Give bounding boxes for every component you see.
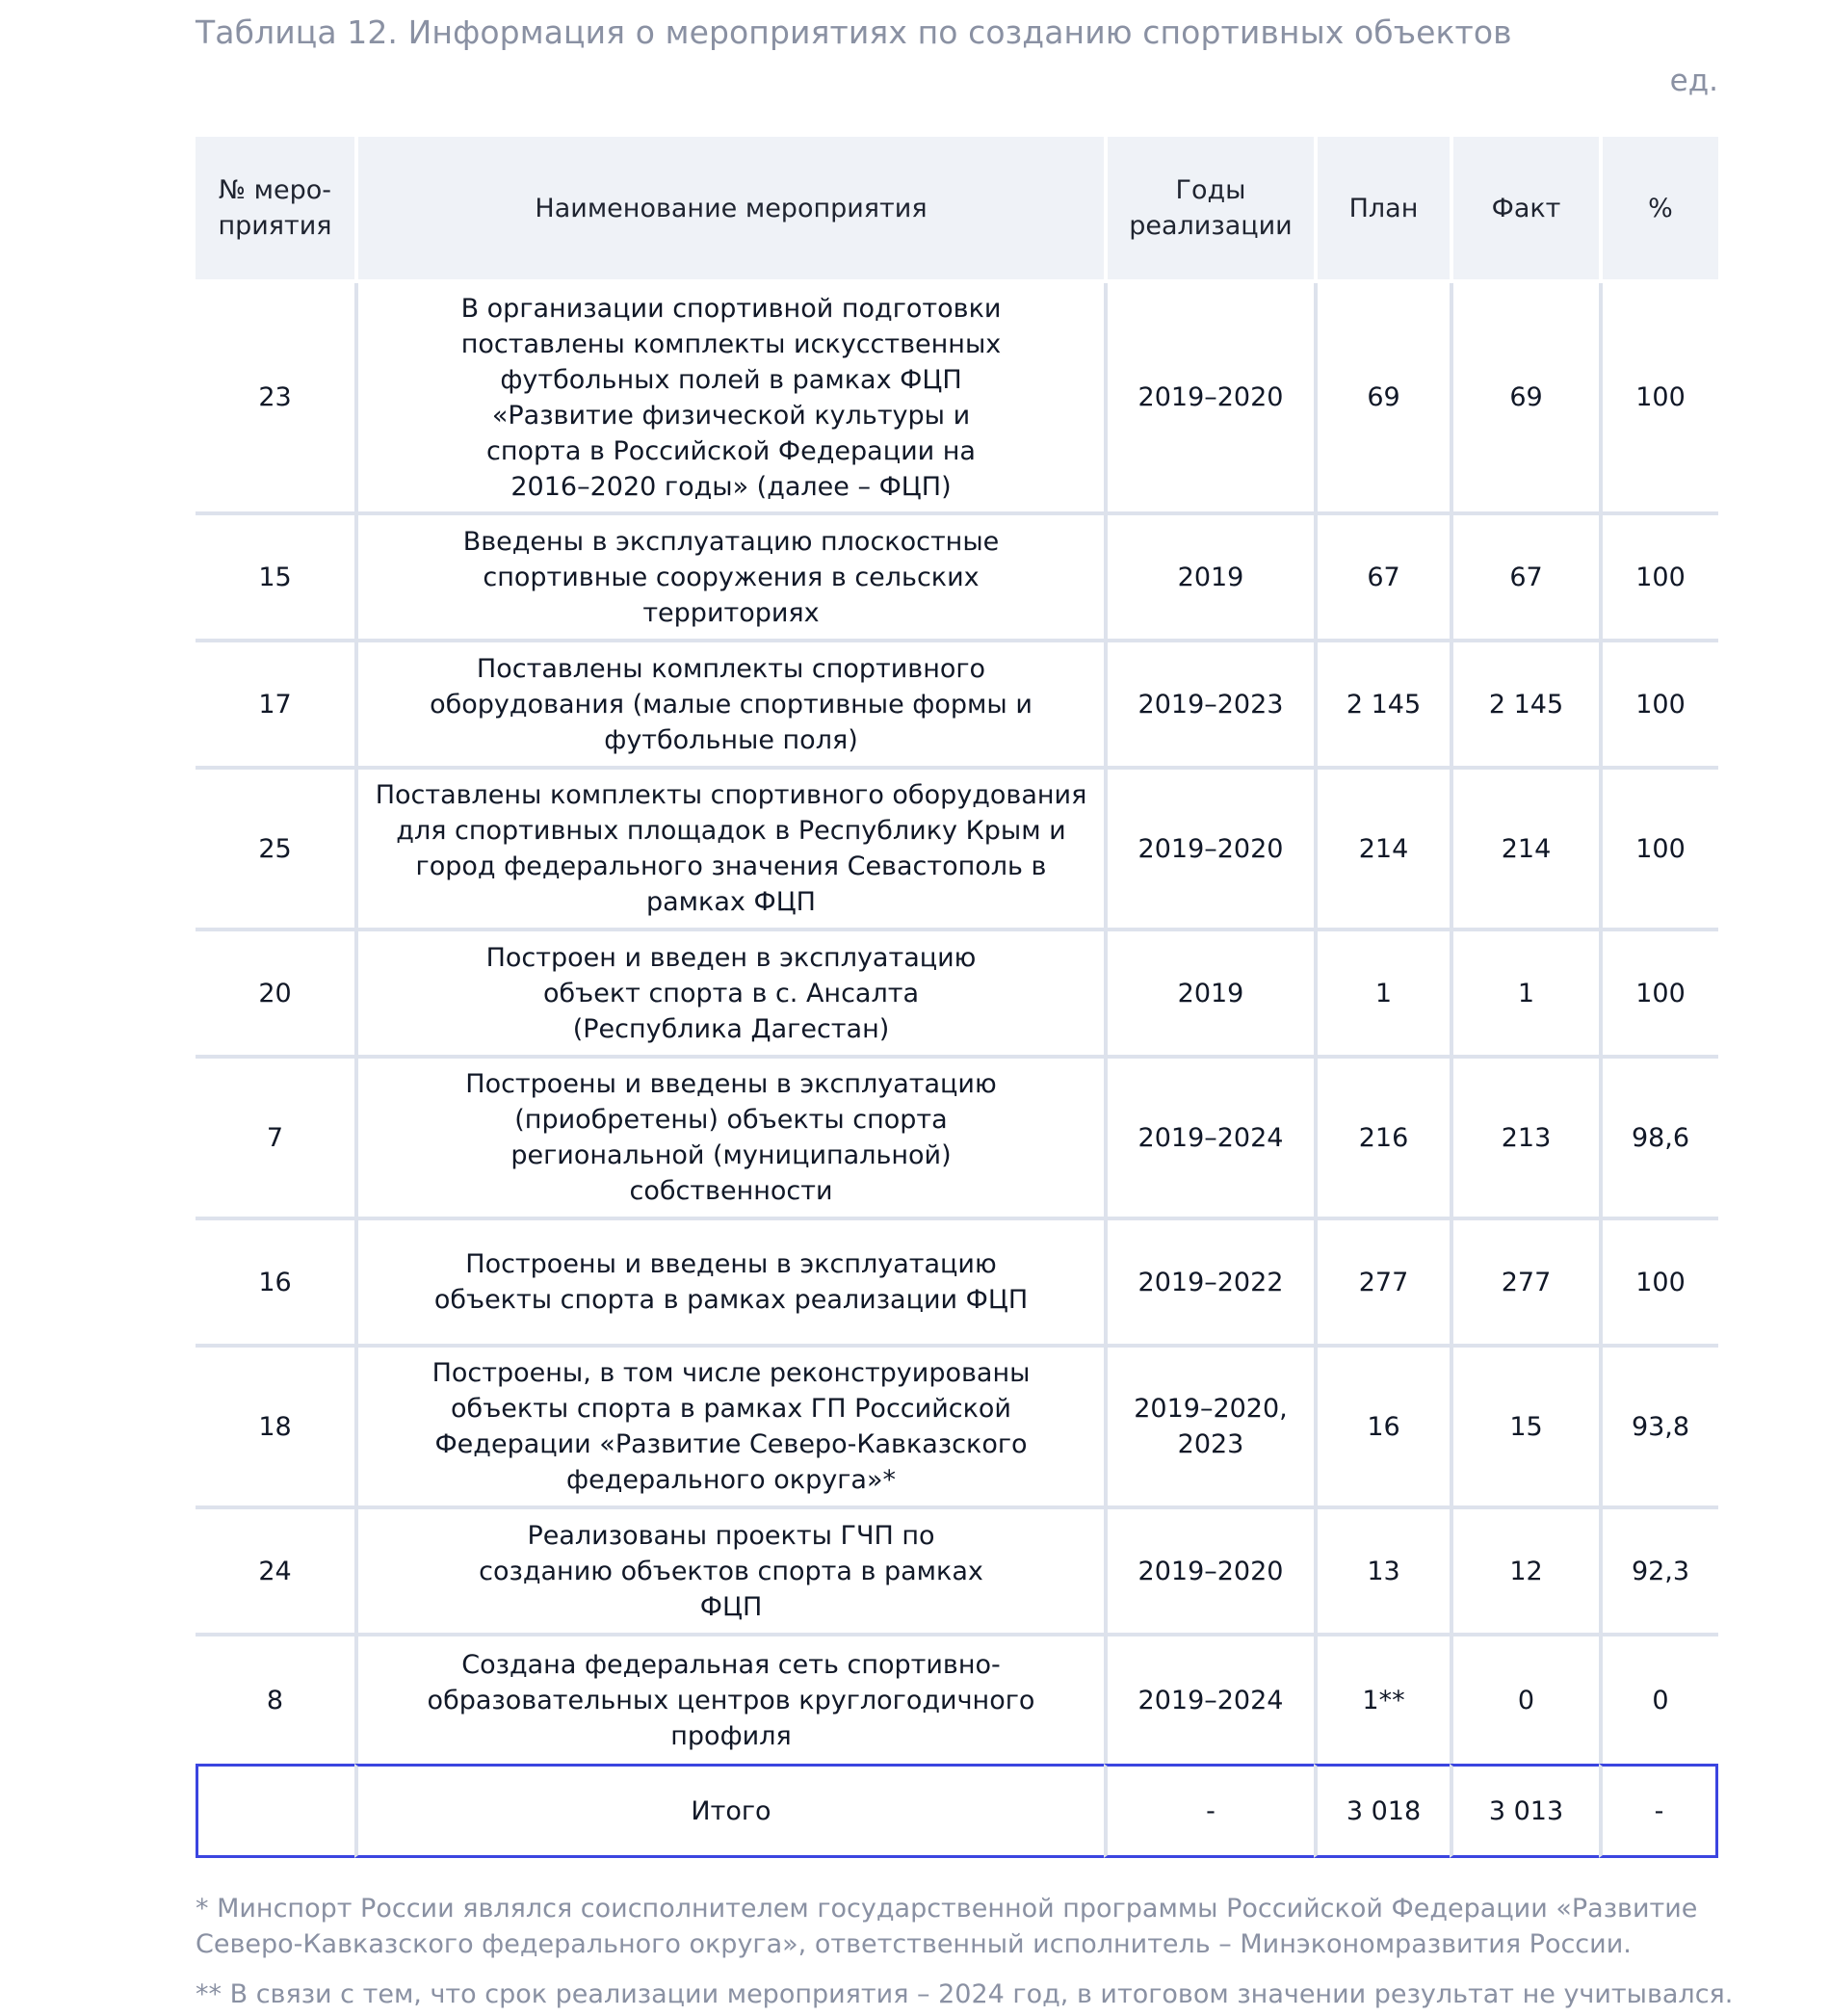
cell-fact: 15: [1450, 1348, 1599, 1509]
cell-pct: 100: [1599, 515, 1718, 642]
total-plan: 3 018: [1314, 1764, 1450, 1858]
total-num: [196, 1764, 354, 1858]
cell-num: 25: [196, 770, 354, 931]
cell-fact: 69: [1450, 283, 1599, 515]
cell-plan: 214: [1314, 770, 1450, 931]
cell-pct: 100: [1599, 931, 1718, 1059]
cell-plan: 277: [1314, 1220, 1450, 1348]
total-years: -: [1104, 1764, 1314, 1858]
table-row: [196, 1220, 1718, 1348]
cell-name: Введены в эксплуатацию плоскостные спортивные сооружения в сельских территориях: [354, 515, 1104, 642]
cell-fact: 0: [1450, 1636, 1599, 1764]
cell-name: Создана федеральная сеть спортивно-образовательных центров круглогодичного профиля: [354, 1636, 1104, 1764]
cell-years: 2019–2024: [1104, 1636, 1314, 1764]
footnote-1: * Минспорт России являлся соисполнителем государственной программы Российской Федерации «Развитие Северо-Кавказского федерального округа», ответственный исполнитель – Минэкономразвития России.: [196, 1894, 1698, 1959]
cell-plan: 69: [1314, 283, 1450, 515]
cell-years: 2019–2023: [1104, 642, 1314, 770]
cell-years: 2019: [1104, 515, 1314, 642]
cell-name: Построены и введены в эксплуатацию (приобретены) объекты спорта региональной (муниципальной) собственности: [354, 1059, 1104, 1220]
cell-fact: 213: [1450, 1059, 1599, 1220]
table-row: [196, 283, 1718, 515]
cell-pct: 100: [1599, 642, 1718, 770]
header-pct: %: [1599, 137, 1718, 283]
cell-fact: 12: [1450, 1509, 1599, 1636]
table-row: [196, 931, 1718, 1059]
cell-years: 2019–2022: [1104, 1220, 1314, 1348]
cell-name: Реализованы проекты ГЧП по созданию объектов спорта в рамках ФЦП: [354, 1509, 1104, 1636]
cell-num: 24: [196, 1509, 354, 1636]
cell-fact: 277: [1450, 1220, 1599, 1348]
cell-years: 2019: [1104, 931, 1314, 1059]
header-num: № меро-приятия: [196, 137, 354, 283]
cell-name: В организации спортивной подготовки поставлены комплекты искусственных футбольных полей в рамках ФЦП «Развитие физической культуры и спорта в Российской Федерации на 2016–2020 годы» (далее – ФЦП): [354, 283, 1104, 515]
cell-num: 7: [196, 1059, 354, 1220]
cell-plan: 2 145: [1314, 642, 1450, 770]
table-row: [196, 1509, 1718, 1636]
cell-name: Построены, в том числе реконструированы объекты спорта в рамках ГП Российской Федерации «Развитие Северо-Кавказского федерального округа»*: [354, 1348, 1104, 1509]
table-header-row: [196, 137, 1718, 283]
total-pct: -: [1599, 1764, 1718, 1858]
table-row: [196, 1059, 1718, 1220]
cell-years: 2019–2020: [1104, 283, 1314, 515]
cell-num: 18: [196, 1348, 354, 1509]
cell-plan: 216: [1314, 1059, 1450, 1220]
cell-years: 2019–2020, 2023: [1104, 1348, 1314, 1509]
cell-years: 2019–2024: [1104, 1059, 1314, 1220]
table-caption: Таблица 12. Информация о мероприятиях по созданию спортивных объектов: [196, 13, 1512, 51]
cell-name: Поставлены комплекты спортивного оборудования (малые спортивные формы и футбольные поля): [354, 642, 1104, 770]
cell-num: 16: [196, 1220, 354, 1348]
total-row: [196, 1764, 1718, 1858]
cell-num: 17: [196, 642, 354, 770]
cell-pct: 98,6: [1599, 1059, 1718, 1220]
table-row: [196, 1348, 1718, 1509]
events-table: [196, 137, 1718, 1858]
cell-fact: 214: [1450, 770, 1599, 931]
cell-fact: 67: [1450, 515, 1599, 642]
cell-plan: 16: [1314, 1348, 1450, 1509]
table-row: [196, 642, 1718, 770]
header-name: Наименование мероприятия: [354, 137, 1104, 283]
cell-pct: 100: [1599, 283, 1718, 515]
table-row: [196, 770, 1718, 931]
cell-plan: 13: [1314, 1509, 1450, 1636]
cell-num: 23: [196, 283, 354, 515]
cell-num: 8: [266, 1685, 284, 1715]
cell-pct: 93,8: [1599, 1348, 1718, 1509]
cell-plan: 1**: [1314, 1636, 1450, 1764]
cell-plan: 1: [1314, 931, 1450, 1059]
header-plan: План: [1314, 137, 1450, 283]
cell-num: 20: [196, 931, 354, 1059]
cell-plan: 67: [1314, 515, 1450, 642]
cell-pct: 100: [1599, 770, 1718, 931]
cell-pct: 100: [1599, 1220, 1718, 1348]
cell-pct: 0: [1599, 1636, 1718, 1764]
cell-fact: 2 145: [1450, 642, 1599, 770]
total-label: Итого: [354, 1764, 1104, 1858]
cell-name: Построен и введен в эксплуатацию объект спорта в с. Ансалта (Республика Дагестан): [354, 931, 1104, 1059]
cell-fact: 1: [1450, 931, 1599, 1059]
cell-num: 15: [196, 515, 354, 642]
table-row: [196, 1636, 1718, 1764]
cell-name: Построены и введены в эксплуатацию объекты спорта в рамках реализации ФЦП: [354, 1220, 1104, 1348]
total-fact: 3 013: [1450, 1764, 1599, 1858]
cell-years: 2019–2020: [1104, 1509, 1314, 1636]
cell-years: 2019–2020: [1104, 770, 1314, 931]
unit-label: ед.: [1669, 64, 1718, 98]
cell-pct: 92,3: [1599, 1509, 1718, 1636]
header-fact: Факт: [1450, 137, 1599, 283]
footnote-2: ** В связи с тем, что срок реализации мероприятия – 2024 год, в итоговом значении результат не учитывался.: [196, 1979, 1734, 2009]
table-row: [196, 515, 1718, 642]
cell-name: Поставлены комплекты спортивного оборудования для спортивных площадок в Республику Крым и город федерального значения Севастополь в рамках ФЦП: [354, 770, 1104, 931]
header-years: Годы реализации: [1104, 137, 1314, 283]
